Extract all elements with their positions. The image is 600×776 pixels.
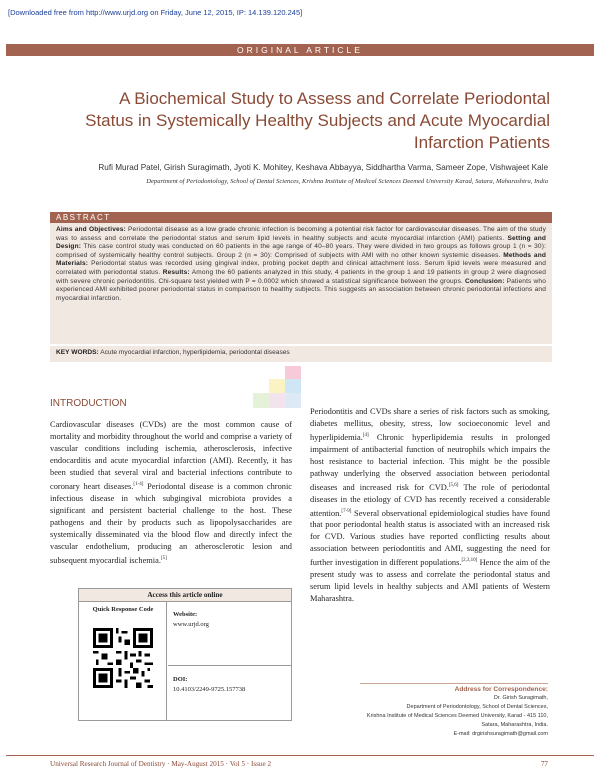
citation: [4] (362, 433, 369, 438)
abstract-methods-label: Methods and Materials: (56, 251, 546, 268)
keywords (50, 346, 552, 362)
abstract-setting-text: This case control study was conducted on 60 patients in the age range of 40–80 years. They were divided in two groups as follows group 1 (n = 30): comprised of systemically healthy control subjects. Group 2 (n = 30): Comprised of subjects with AMI with no other known systemic diseases. (56, 243, 546, 259)
citation: [7-9] (341, 508, 352, 514)
doi-label: DOI: (173, 676, 188, 683)
affiliation: Department of Periodontology, School of Dental Sciences, Krishna Institute of Medical Sciences Deemed University Karad, Satara, Maharashtra, India (146, 178, 548, 185)
decorative-square (269, 393, 285, 408)
website-label: Website: (173, 611, 198, 618)
qr-code-icon[interactable] (93, 628, 153, 688)
abstract-aims-text: Periodontal disease as a low grade chronic infection is becoming a potential risk factor for cardiovascular diseases. The aim of the study was to assess and correlate the periodontal status and serum lipid levels in healthy subjects and acute myocardial infarction (AMI) patients. (56, 226, 546, 242)
abstract-heading: ABSTRACT (50, 212, 552, 223)
abstract-body (50, 223, 552, 344)
page-number: 77 (540, 760, 548, 768)
citation: [2,3,10] (461, 558, 478, 564)
author-list: Rufi Murad Patel, Girish Suragimath, Jyoti K. Mohitey, Keshava Abbayya, Siddhartha Varma, Sameer Zope, Vishwajeet Kale (98, 163, 548, 172)
intro-text: Chronic hyperlipidemia results in prolonged impairment of antibacterial function of neutrophils which impairs the host resistance to bacterial infection. This might be the possible pathway underlying the observed association between periodontal diseases and increased risk for CVD. (310, 432, 550, 492)
intro-text: Periodontitis and CVDs share a series of risk factors such as smoking, diabetes mellitus, obesity, stress, low socioeconomic level and hyperlipidemia. (310, 407, 550, 442)
keywords-label: KEY WORDS: (56, 349, 99, 356)
access-article-box (78, 588, 292, 721)
correspondence-line: Dr. Girish Suragimath, (493, 695, 548, 701)
intro-text: Cardiovascular diseases (CVDs) are the most common cause of mortality and morbidity throughout the world and comprise a variety of vascular conditions including ischemia, atherosclerosis, infective endocarditis and acute myocardial infarction (AMI). Recently, it has been studied that several viral and bacterial infections contribute to coronary heart diseases. (50, 420, 292, 491)
qr-label: Quick Response Code (92, 606, 154, 613)
access-box-heading: Access this article online (79, 589, 291, 602)
website-link[interactable]: www.urjd.org (173, 621, 209, 628)
footer-journal: Universal Research Journal of Dentistry · May-August 2015 · Vol 5 · Issue 2 (50, 760, 272, 768)
correspondence-line: Department of Periodontology, School of Dental Sciences, (406, 704, 548, 710)
correspondence-line: Krishna Institute of Medical Sciences Deemed University, Karad - 415 110, (366, 713, 548, 719)
qr-cell (79, 602, 167, 720)
correspondence-heading: Address for Correspondence: (360, 683, 548, 694)
decorative-square (285, 379, 301, 394)
citation: [1-4] (133, 482, 144, 487)
doi-cell (168, 667, 291, 720)
abstract-conclusion-text: Patients who experienced AMI exhibited poorer periodontal status in comparison to healthy subjects. This suggests an association between chronic periodontal infections and myocardial infarction. (56, 277, 546, 302)
decorative-square (253, 393, 269, 408)
abstract-aims-label: Aims and Objectives: (56, 226, 126, 233)
introduction-right-column (310, 406, 550, 605)
footer-divider (6, 755, 594, 756)
abstract-methods-text: Periodontal status was recorded using gingival index, probing pocket depth and clinical attachment loss. Serum lipid levels were measured and correlated with periodontal status. (56, 260, 546, 276)
decorative-square (285, 393, 301, 408)
article-title (30, 88, 550, 154)
title-line: Infarction Patients (413, 133, 550, 152)
download-notice: [Downloaded free from http://www.urjd.org on Friday, June 12, 2015, IP: 14.139.120.245] (8, 8, 303, 17)
correspondence-email[interactable]: E-mail: drgirishsuragimath@gmail.com (453, 731, 548, 737)
correspondence-line: Satara, Maharashtra, India. (481, 722, 548, 728)
website-cell (168, 602, 291, 666)
intro-text: The role of periodontal diseases in the etiology of CVD has recently received a considerable attention. (310, 482, 550, 518)
title-line: A Biochemical Study to Assess and Correlate Periodontal (119, 89, 550, 108)
doi-value[interactable]: 10.4103/2249-9725.157738 (173, 686, 246, 693)
intro-text: Several observational epidemiological studies have found that poor periodontal health status is associated with an increased risk for CVD. Various studies have reported conflicting results about association between periodontitis and AMI, suggesting the need for further investigation in different populations. (310, 508, 550, 568)
introduction-heading: INTRODUCTION (50, 398, 127, 409)
section-banner: ORIGINAL ARTICLE (6, 44, 594, 56)
keywords-text: Acute myocardial infarction, hyperlipidemia, periodontal diseases (98, 349, 290, 356)
intro-text: Periodontal disease is a common chronic infectious disease in which subgingival microbiota provides a significant and persistent bacterial challenge to the host. These pathogens and their by products such as lipopolysaccharides are systemically disseminated via the blood flow and directly infect the vascular endothelium, producing an atherosclerotic lesion and subsequent myocardial ischemia. (50, 481, 292, 565)
abstract-conclusion-label: Conclusion: (465, 277, 505, 285)
abstract-results-text: Among the 60 patients analyzed in this study, 4 patients in the group 1 and 19 patients in group 2 were diagnosed with severe chronic periodontitis. Chi-square test yielded with P = 0.0002 which showed a statistical significance between the groups. (56, 268, 546, 285)
decorative-square (285, 366, 301, 380)
correspondence-block (360, 683, 548, 739)
title-line: Status in Systemically Healthy Subjects and Acute Myocardial (85, 111, 550, 130)
citation: [5,6] (448, 482, 459, 488)
decorative-square (269, 379, 285, 394)
introduction-left-column (50, 419, 292, 567)
abstract-results-label: Results: (162, 268, 190, 276)
citation: [5] (160, 555, 167, 561)
intro-text: Hence the aim of the present study was to assess and correlate the periodontal status and serum lipid levels in healthy subjects and AMI patients of Western Maharashtra. (310, 558, 550, 604)
abstract-setting-label: Setting and Design: (56, 234, 546, 251)
